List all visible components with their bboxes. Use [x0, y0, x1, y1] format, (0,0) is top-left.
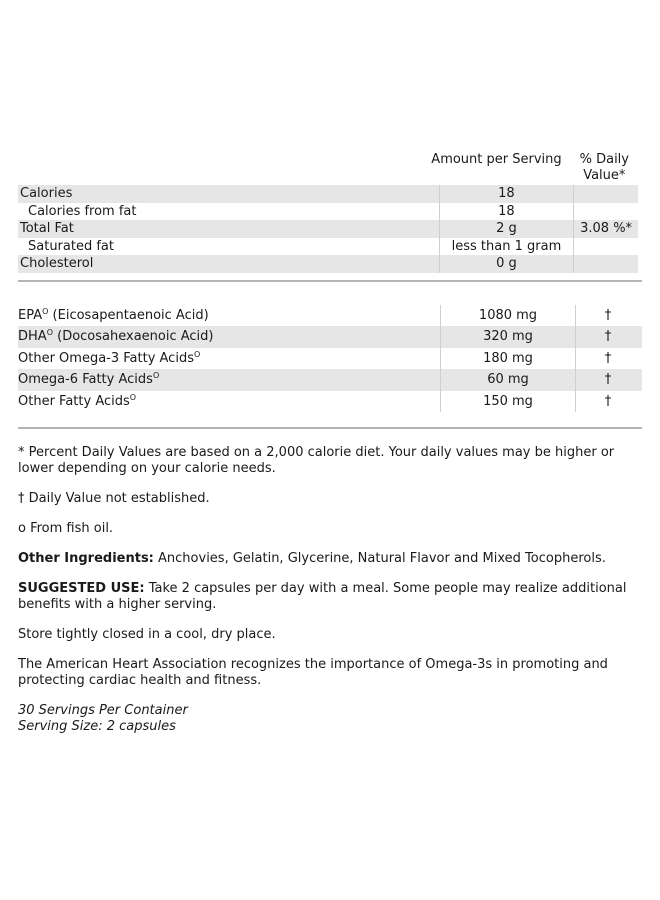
- nutrient-amount: 18: [439, 185, 575, 203]
- other-ingredients-text: Anchovies, Gelatin, Glycerine, Natural Flavor and Mixed Tocopherols.: [153, 551, 606, 566]
- nutrient-amount: 2 g: [439, 220, 575, 238]
- daily-value-header: % Daily Value*: [579, 152, 629, 183]
- amount-header: Amount per Serving: [431, 152, 562, 167]
- fatty-acid-daily-value: †: [604, 307, 612, 323]
- suggested-use-text: Take 2 capsules per day with a meal. Some people may realize additional benefits with a higher serving.: [18, 581, 627, 612]
- fatty-acid-label: DHA: [18, 329, 47, 345]
- fatty-acid-amount: 320 mg: [440, 326, 576, 348]
- table-row: [18, 305, 642, 327]
- table-row: [18, 326, 642, 348]
- table-row: [18, 391, 642, 413]
- suggested-use-label: SUGGESTED USE:: [18, 581, 145, 596]
- table-row: [18, 185, 638, 203]
- fatty-acid-name: [18, 394, 440, 409]
- nutrient-daily-value: 3.08 %*: [580, 221, 633, 237]
- fish-oil-marker: O: [129, 392, 137, 402]
- supplement-facts: [18, 150, 642, 749]
- fatty-acid-detail: (Docosahexaenoic Acid): [52, 329, 214, 345]
- nutrient-amount: 18: [439, 203, 575, 221]
- fatty-acid-name: [18, 372, 440, 387]
- fatty-acid-label: EPA: [18, 307, 43, 323]
- nutrient-table: [18, 150, 638, 273]
- nutrient-daily-value: [574, 255, 638, 273]
- fatty-acid-daily-value: †: [604, 372, 612, 388]
- fatty-acid-daily-value: †: [604, 350, 612, 366]
- fatty-acid-daily-value: †: [604, 393, 612, 409]
- fatty-acid-label: Other Omega-3 Fatty Acids: [18, 350, 194, 366]
- table-row: [18, 238, 638, 256]
- nutrient-daily-value: [574, 238, 638, 256]
- nutrient-daily-value: [574, 203, 638, 221]
- fatty-acid-daily-value: †: [604, 329, 612, 345]
- nutrient-name: Total Fat: [20, 221, 74, 237]
- table-row: [18, 348, 642, 370]
- fish-oil-marker: O: [46, 328, 53, 338]
- nutrient-name: Cholesterol: [20, 256, 94, 272]
- fish-oil-marker: O: [152, 371, 160, 381]
- other-ingredients-label: Other Ingredients:: [18, 551, 154, 566]
- table-header: [18, 150, 638, 185]
- nutrient-daily-value: [574, 185, 638, 203]
- nutrient-name: Calories: [20, 186, 73, 202]
- fatty-acid-amount: 60 mg: [440, 369, 576, 391]
- storage-note: Store tightly closed in a cool, dry place.: [18, 627, 276, 642]
- percent-dv-note: * Percent Daily Values are based on a 2,000 calorie diet. Your daily values may be higher or lower depending on your calorie needs.: [18, 445, 615, 476]
- fish-oil-note: o From fish oil.: [18, 521, 114, 536]
- notes: [18, 445, 642, 735]
- nutrient-name: Calories from fat: [28, 203, 137, 219]
- divider: [18, 280, 642, 282]
- fatty-acid-amount: 1080 mg: [440, 305, 576, 327]
- table-row: [18, 255, 638, 273]
- dagger-note: † Daily Value not established.: [18, 491, 210, 506]
- fatty-acid-label: Other Fatty Acids: [18, 393, 130, 409]
- divider: [18, 427, 642, 429]
- fish-oil-marker: O: [42, 306, 49, 316]
- other-ingredients: [18, 551, 642, 567]
- servings-per-container: 30 Servings Per Container: [18, 703, 188, 718]
- serving-size: Serving Size: 2 capsules: [18, 719, 176, 734]
- nutrient-rows: [18, 185, 638, 273]
- table-row: [18, 369, 642, 391]
- fatty-acid-name: [18, 308, 440, 323]
- nutrient-amount: less than 1 gram: [439, 238, 575, 256]
- fatty-acid-table: [18, 305, 642, 413]
- aha-note: The American Heart Association recognizes the importance of Omega-3s in promoting and protecting cardiac health and fitness.: [18, 657, 608, 688]
- table-row: [18, 220, 638, 238]
- fatty-acid-label: Omega-6 Fatty Acids: [18, 372, 153, 388]
- fatty-acid-amount: 180 mg: [440, 348, 576, 370]
- fatty-acid-name: [18, 329, 440, 344]
- suggested-use: [18, 581, 642, 613]
- table-row: [18, 203, 638, 221]
- fish-oil-marker: O: [193, 349, 201, 359]
- nutrient-name: Saturated fat: [28, 238, 114, 254]
- fatty-acid-detail: (Eicosapentaenoic Acid): [48, 307, 209, 323]
- fatty-acid-amount: 150 mg: [440, 391, 576, 413]
- nutrient-amount: 0 g: [439, 255, 575, 273]
- fatty-acid-name: [18, 351, 440, 366]
